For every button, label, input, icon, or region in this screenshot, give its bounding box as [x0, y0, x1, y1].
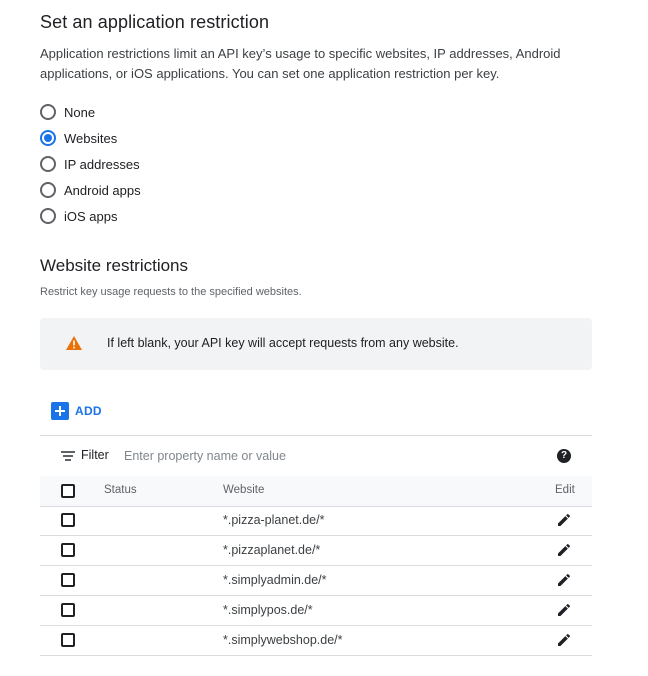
warning-banner	[40, 318, 592, 370]
edit-pencil-icon[interactable]	[556, 512, 572, 528]
radio-label: Android apps	[64, 182, 141, 198]
edit-pencil-icon[interactable]	[556, 602, 572, 618]
divider	[40, 435, 592, 436]
divider	[40, 565, 592, 566]
row-website: *.simplyadmin.de/*	[223, 573, 327, 587]
radio-circle[interactable]	[40, 104, 56, 120]
filter-icon	[61, 451, 75, 462]
divider	[40, 535, 592, 536]
filter-label: Filter	[81, 448, 109, 462]
restriction-description: Application restrictions limit an API key’s usage to specific websites, IP addresses, Android applications, or iOS applications. You can set one application restriction per key.	[40, 46, 561, 81]
edit-pencil-icon[interactable]	[556, 572, 572, 588]
radio-label: iOS apps	[64, 208, 118, 224]
divider	[40, 595, 592, 596]
radio-circle[interactable]	[40, 156, 56, 172]
column-header-website[interactable]: Website	[223, 484, 265, 496]
restriction-title: Set an application restriction	[40, 12, 270, 32]
row-website: *.simplywebshop.de/*	[223, 633, 343, 647]
row-website: *.simplypos.de/*	[223, 603, 313, 617]
help-icon[interactable]: ?	[557, 449, 571, 463]
radio-label: None	[64, 104, 96, 120]
edit-pencil-icon[interactable]	[556, 542, 572, 558]
radio-ios-apps[interactable]	[40, 206, 117, 226]
warning-message: If left blank, your API key will accept requests from any website.	[107, 336, 459, 350]
website-restrictions-subtitle: Restrict key usage requests to the specified websites.	[40, 286, 302, 298]
edit-pencil-icon[interactable]	[556, 632, 572, 648]
radio-ip-addresses[interactable]	[40, 154, 140, 174]
radio-circle-checked[interactable]	[40, 130, 56, 146]
radio-circle[interactable]	[40, 182, 56, 198]
radio-websites[interactable]	[40, 128, 117, 148]
radio-label: Websites	[64, 130, 118, 146]
filter-input[interactable]	[124, 447, 524, 465]
add-label: ADD	[75, 404, 102, 418]
row-checkbox[interactable]	[61, 573, 75, 587]
column-header-edit: Edit	[555, 484, 575, 496]
divider	[40, 655, 592, 656]
radio-android-apps[interactable]	[40, 180, 141, 200]
row-website: *.pizza-planet.de/*	[223, 513, 325, 527]
add-icon	[51, 402, 69, 420]
select-all-checkbox[interactable]	[61, 484, 75, 498]
website-restrictions-title: Website restrictions	[40, 256, 189, 275]
radio-none[interactable]	[40, 102, 95, 122]
divider	[40, 506, 592, 507]
warning-icon	[66, 336, 82, 350]
row-checkbox[interactable]	[61, 633, 75, 647]
row-checkbox[interactable]	[61, 603, 75, 617]
add-button[interactable]	[51, 401, 102, 421]
radio-circle[interactable]	[40, 208, 56, 224]
row-checkbox[interactable]	[61, 513, 75, 527]
column-header-status[interactable]: Status	[104, 484, 137, 496]
row-checkbox[interactable]	[61, 543, 75, 557]
radio-label: IP addresses	[64, 156, 140, 172]
divider	[40, 625, 592, 626]
row-website: *.pizzaplanet.de/*	[223, 543, 321, 557]
